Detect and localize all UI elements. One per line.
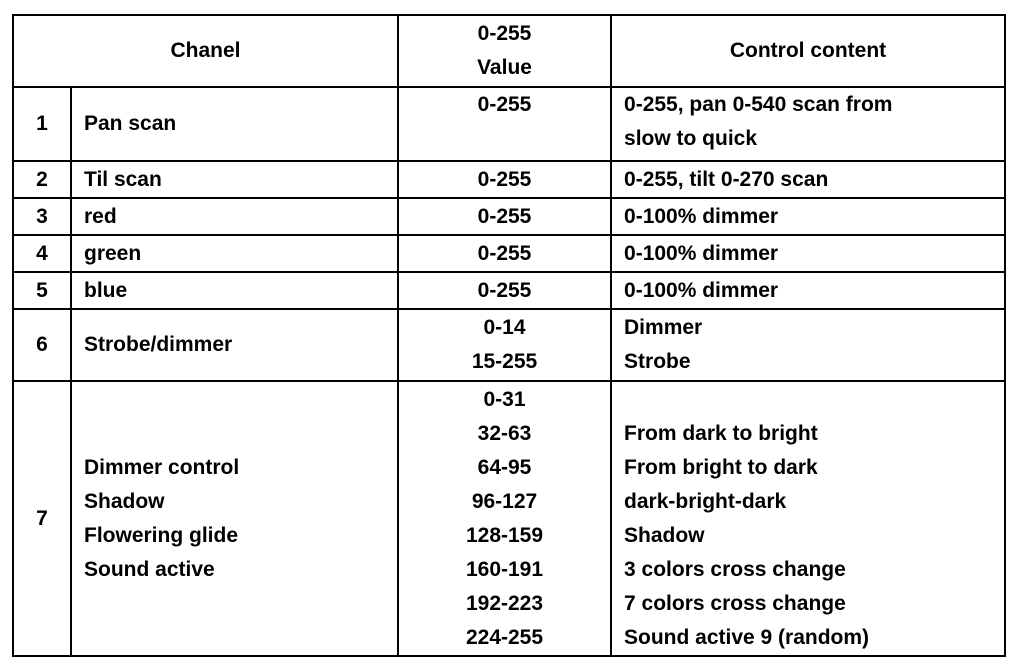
value-range-line: 192-223	[465, 591, 544, 615]
value-range-line: 0-255	[477, 278, 532, 302]
value-range	[398, 198, 611, 235]
channel-name-line: blue	[84, 278, 128, 302]
channel-name	[71, 87, 398, 161]
control-line: 0-100% dimmer	[624, 241, 779, 265]
control-line: Shadow	[624, 523, 705, 547]
control-line: 0-100% dimmer	[624, 204, 779, 228]
channel-name-line: Pan scan	[84, 112, 177, 135]
value-range-line: 15-255	[471, 350, 538, 373]
value-range	[398, 235, 611, 272]
value-range-line: 0-31	[483, 387, 526, 411]
control-line: dark-bright-dark	[624, 489, 787, 513]
page	[12, 14, 1006, 657]
channel-name-line: Dimmer control	[84, 455, 240, 479]
dmx-channel-table	[12, 14, 1006, 657]
control-line: Dimmer	[624, 316, 703, 339]
value-range-line: 0-14	[483, 316, 526, 339]
channel-name-line: Shadow	[84, 489, 165, 513]
value-range-line: 0-255	[477, 93, 532, 116]
channel-number: 2	[13, 161, 71, 198]
header-value-line2: Value	[477, 56, 532, 79]
channel-name	[71, 235, 398, 272]
value-range-line: 32-63	[477, 421, 532, 445]
value-range	[398, 309, 611, 381]
value-range-line: 0-255	[477, 241, 532, 265]
control-content	[611, 272, 1005, 309]
control-line: 0-100% dimmer	[624, 278, 779, 302]
channel-name-line: green	[84, 241, 142, 265]
table-row	[13, 235, 1005, 272]
channel-number: 1	[13, 87, 71, 161]
control-content	[611, 309, 1005, 381]
control-content	[611, 381, 1005, 656]
channel-number: 4	[13, 235, 71, 272]
value-range-line: 64-95	[477, 455, 532, 479]
control-line: Sound active 9 (random)	[624, 625, 870, 649]
control-content	[611, 161, 1005, 198]
channel-name	[71, 309, 398, 381]
table-row	[13, 87, 1005, 161]
control-line: From dark to bright	[624, 421, 818, 445]
channel-number: 3	[13, 198, 71, 235]
control-line: 0-255, pan 0-540 scan from	[624, 93, 893, 116]
control-content	[611, 87, 1005, 161]
table-row	[13, 161, 1005, 198]
table-row	[13, 198, 1005, 235]
value-range-line: 160-191	[465, 557, 544, 581]
control-line: slow to quick	[624, 127, 758, 150]
channel-name-line: Flowering glide	[84, 523, 239, 547]
channel-number: 5	[13, 272, 71, 309]
value-range-line: 128-159	[465, 523, 544, 547]
channel-name	[71, 161, 398, 198]
value-range-line: 0-255	[477, 204, 532, 228]
control-line	[624, 383, 992, 417]
header-value-line1: 0-255	[477, 22, 532, 45]
table-header-row	[13, 15, 1005, 87]
channel-number: 6	[13, 309, 71, 381]
value-range	[398, 87, 611, 161]
control-line: 3 colors cross change	[624, 557, 846, 581]
channel-name	[71, 272, 398, 309]
value-range-line: 96-127	[471, 489, 538, 513]
channel-name	[71, 381, 398, 656]
value-range-line: 0-255	[477, 167, 532, 191]
value-range	[398, 272, 611, 309]
header-channel: Chanel	[13, 15, 398, 87]
channel-name-line: Til scan	[84, 167, 162, 191]
control-line: From bright to dark	[624, 455, 818, 479]
header-value	[398, 15, 611, 87]
header-control-content: Control content	[611, 15, 1005, 87]
channel-number: 7	[13, 381, 71, 656]
table-row	[13, 309, 1005, 381]
value-range-line: 224-255	[465, 625, 544, 649]
channel-name-line: Strobe/dimmer	[84, 333, 233, 356]
control-line: Strobe	[624, 350, 691, 373]
control-content	[611, 198, 1005, 235]
value-range	[398, 161, 611, 198]
table-row	[13, 272, 1005, 309]
channel-name-line: red	[84, 204, 117, 228]
table-row	[13, 381, 1005, 656]
control-content	[611, 235, 1005, 272]
control-line: 7 colors cross change	[624, 591, 846, 615]
control-line: 0-255, tilt 0-270 scan	[624, 167, 829, 191]
channel-name	[71, 198, 398, 235]
value-range	[398, 381, 611, 656]
channel-name-line: Sound active	[84, 557, 215, 581]
